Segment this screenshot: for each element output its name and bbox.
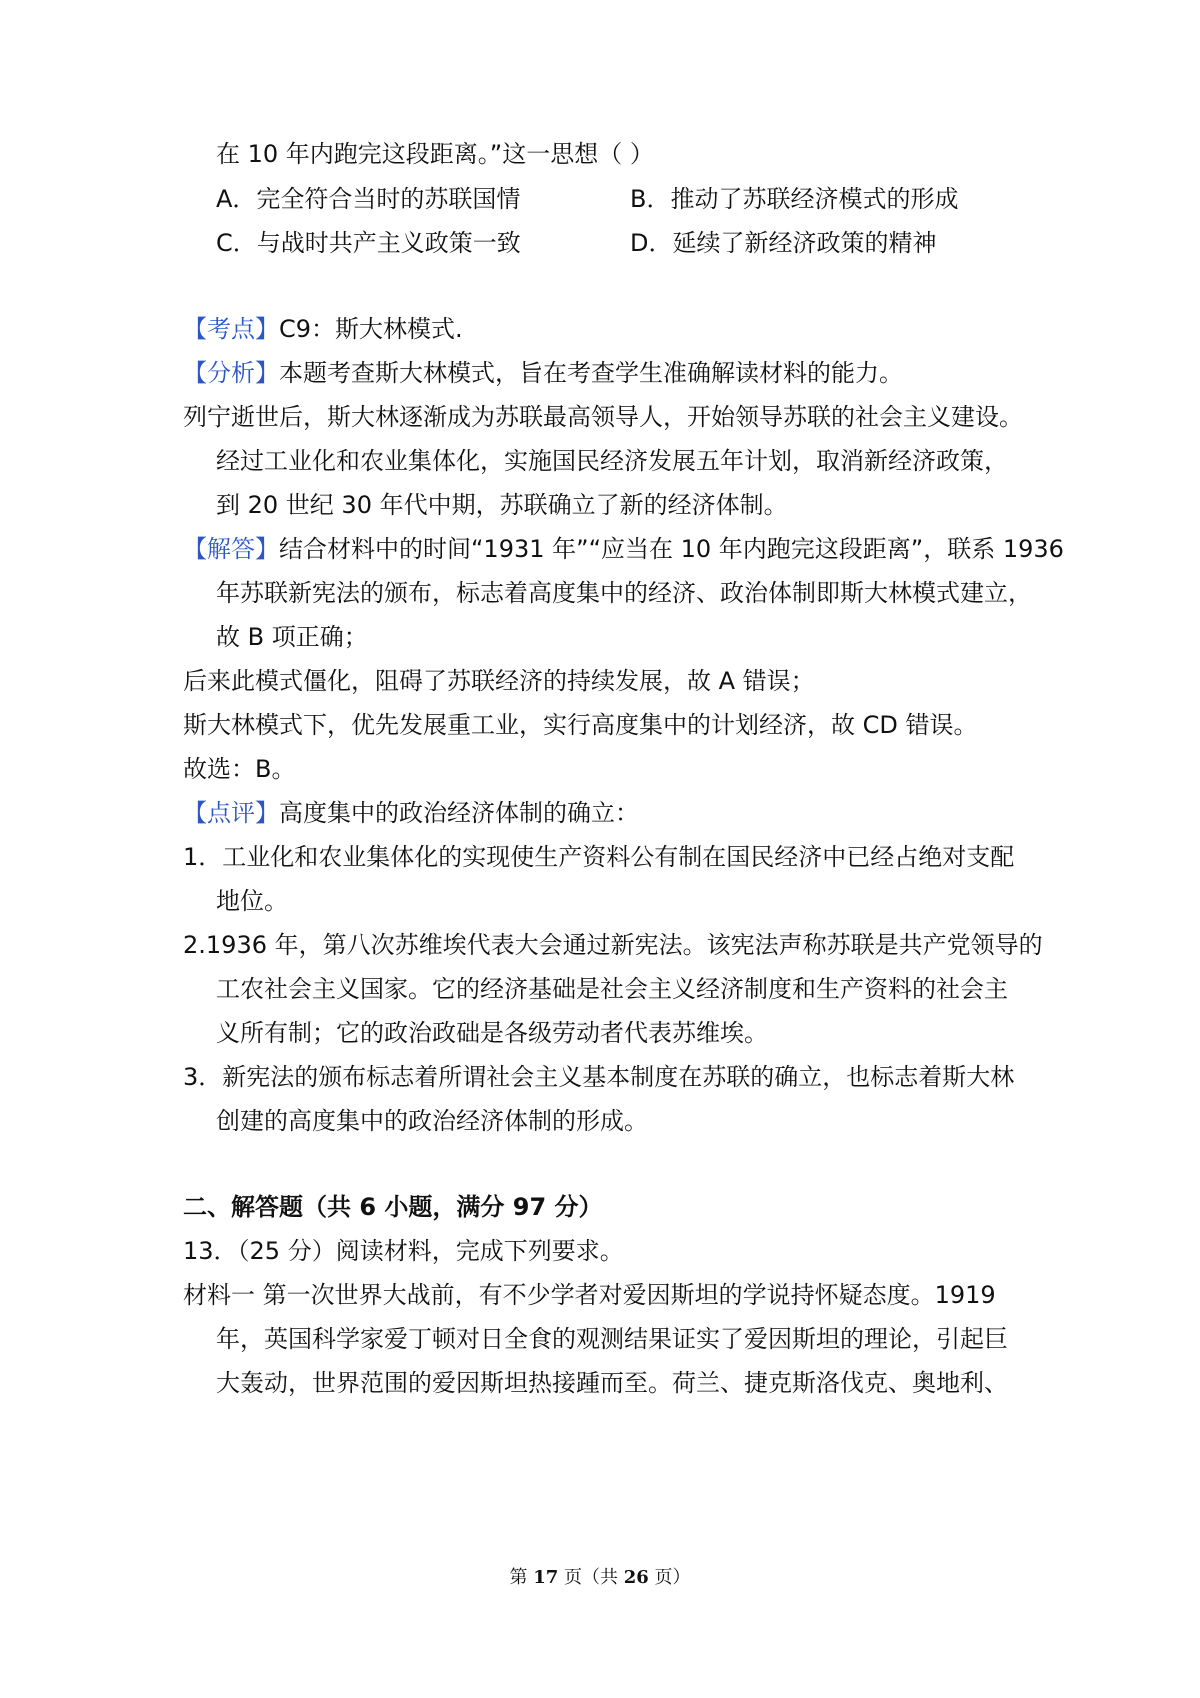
option-a: A．完全符合当时的苏联国情 bbox=[216, 185, 521, 213]
material-line-1: 材料一 第一次世界大战前，有不少学者对爱因斯坦的学说持怀疑态度。1919 bbox=[183, 1281, 996, 1309]
jieda-tag: 【解答】 bbox=[183, 535, 279, 563]
option-b: B．推动了苏联经济模式的形成 bbox=[630, 185, 959, 213]
point-3-line-1: 3．新宪法的颁布标志着所谓社会主义基本制度在苏联的确立，也标志着斯大林 bbox=[183, 1063, 1015, 1091]
kaodian-text: C9：斯大林模式. bbox=[279, 315, 463, 343]
kaodian-line bbox=[183, 314, 1043, 344]
point-2-line-1: 2.1936 年，第八次苏维埃代表大会通过新宪法。该宪法声称苏联是共产党领导的 bbox=[183, 931, 1043, 959]
option-c: C．与战时共产主义政策一致 bbox=[216, 229, 521, 257]
footer-suffix: 页） bbox=[648, 1567, 691, 1588]
page-footer bbox=[0, 1566, 1200, 1590]
material-line-3: 大轰动，世界范围的爱因斯坦热接踵而至。荷兰、捷克斯洛伐克、奥地利、 bbox=[216, 1369, 1008, 1397]
dianping-line bbox=[183, 798, 1043, 828]
jieda-text: 结合材料中的时间“1931 年”“应当在 10 年内跑完这段距离”，联系 1936 bbox=[279, 535, 1064, 563]
point-1-line-1: 1．工业化和农业集体化的实现使生产资料公有制在国民经济中已经占绝对支配 bbox=[183, 843, 1015, 871]
jieda-line-4: 后来此模式僵化，阻碍了苏联经济的持续发展，故 A 错误； bbox=[183, 667, 815, 695]
kaodian-tag: 【考点】 bbox=[183, 315, 279, 343]
jieda-line-3: 故 B 项正确； bbox=[216, 623, 368, 651]
footer-page-number: 17 bbox=[533, 1567, 559, 1588]
question-stem-end: 在 10 年内跑完这段距离。”这一思想（ ） bbox=[216, 140, 654, 168]
point-2-line-2: 工农社会主义国家。它的经济基础是社会主义经济制度和生产资料的社会主 bbox=[216, 975, 1008, 1003]
question-13-header: 13．（25 分）阅读材料，完成下列要求。 bbox=[183, 1237, 624, 1265]
footer-prefix: 第 bbox=[509, 1567, 534, 1588]
fenxi-text: 本题考查斯大林模式，旨在考查学生准确解读材料的能力。 bbox=[279, 359, 903, 387]
fenxi-line bbox=[183, 358, 1043, 388]
dianping-tag: 【点评】 bbox=[183, 799, 279, 827]
section-heading: 二、解答题（共 6 小题，满分 97 分） bbox=[183, 1193, 603, 1221]
footer-middle: 页（共 bbox=[558, 1567, 624, 1588]
fenxi-tag: 【分析】 bbox=[183, 359, 279, 387]
material-line-2: 年，英国科学家爱丁顿对日全食的观测结果证实了爱因斯坦的理论，引起巨 bbox=[216, 1325, 1008, 1353]
fenxi-line-3: 经过工业化和农业集体化，实施国民经济发展五年计划，取消新经济政策， bbox=[216, 447, 1008, 475]
jieda-line bbox=[183, 534, 1064, 564]
option-d: D．延续了新经济政策的精神 bbox=[630, 229, 937, 257]
fenxi-line-2: 列宁逝世后，斯大林逐渐成为苏联最高领导人，开始领导苏联的社会主义建设。 bbox=[183, 403, 1023, 431]
fenxi-line-4: 到 20 世纪 30 年代中期，苏联确立了新的经济体制。 bbox=[216, 491, 788, 519]
footer-total-pages: 26 bbox=[623, 1567, 649, 1588]
dianping-text: 高度集中的政治经济体制的确立： bbox=[279, 799, 639, 827]
jieda-line-5: 斯大林模式下，优先发展重工业，实行高度集中的计划经济，故 CD 错误。 bbox=[183, 711, 978, 739]
point-2-line-3: 义所有制；它的政治政础是各级劳动者代表苏维埃。 bbox=[216, 1019, 768, 1047]
jieda-line-2: 年苏联新宪法的颁布，标志着高度集中的经济、政治体制即斯大林模式建立， bbox=[216, 579, 1032, 607]
point-1-line-2: 地位。 bbox=[216, 887, 288, 915]
jieda-answer: 故选：B。 bbox=[183, 755, 296, 783]
point-3-line-2: 创建的高度集中的政治经济体制的形成。 bbox=[216, 1107, 648, 1135]
